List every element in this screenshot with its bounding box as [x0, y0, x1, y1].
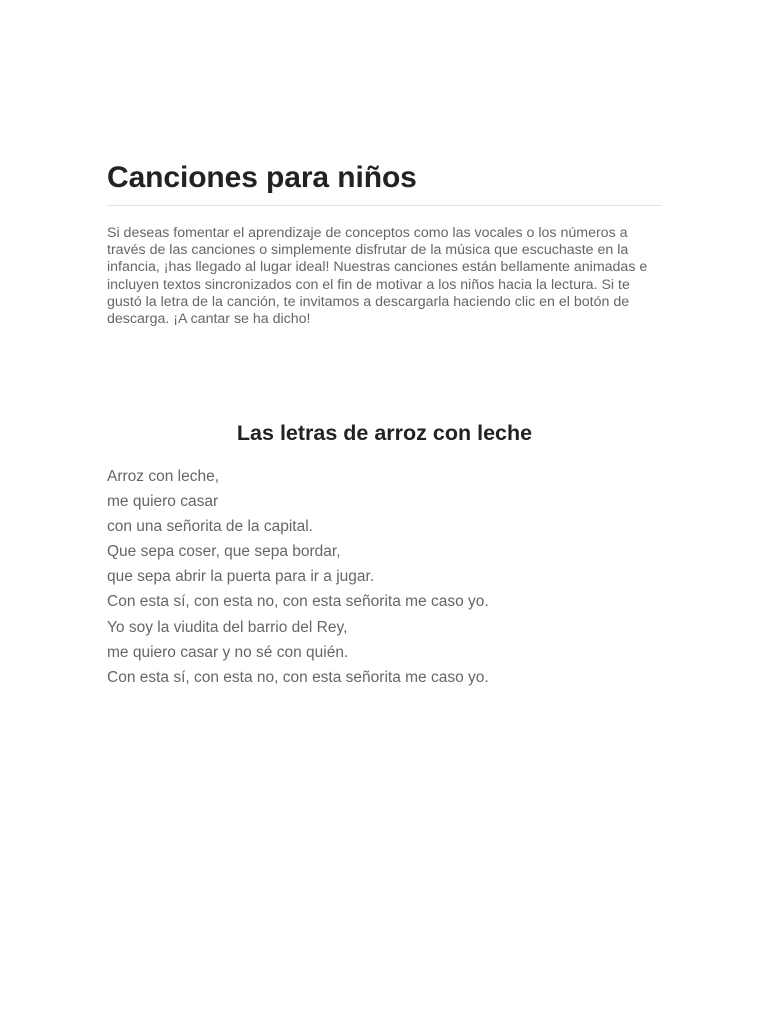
page-title: Canciones para niños [107, 161, 417, 194]
song-title: Las letras de arroz con leche [236, 421, 533, 445]
lyric-line: con una señorita de la capital. [107, 518, 313, 536]
lyric-line: me quiero casar y no sé con quién. [107, 643, 349, 661]
lyric-line: Arroz con leche, [107, 468, 219, 485]
intro-paragraph: Si deseas fomentar el aprendizaje de conceptos como las vocales o los números a través de las canciones o simplemente disfrutar de la música que escuchaste en la infancia, ¡has llegado al lugar ideal! Nuestras canciones están bellamente animadas e incluyen textos sincronizados con el fin de motivar a los niños hacia la lectura. Si te gustó la letra de la canción, te invitamos a descargarla haciendo clic en el botón de descarga. ¡A cantar se ha dicho! [107, 225, 648, 328]
lyric-line: me quiero casar [107, 493, 219, 511]
song-lyrics [107, 464, 667, 690]
title-divider [107, 205, 662, 206]
lyric-line: Con esta sí, con esta no, con esta señorita me caso yo. [107, 668, 489, 686]
lyric-line: Que sepa coser, que sepa bordar, [107, 543, 341, 561]
lyric-line: que sepa abrir la puerta para ir a jugar. [107, 568, 375, 586]
lyric-line: Yo soy la viudita del barrio del Rey, [107, 618, 348, 636]
lyric-line: Con esta sí, con esta no, con esta señorita me caso yo. [107, 593, 489, 611]
